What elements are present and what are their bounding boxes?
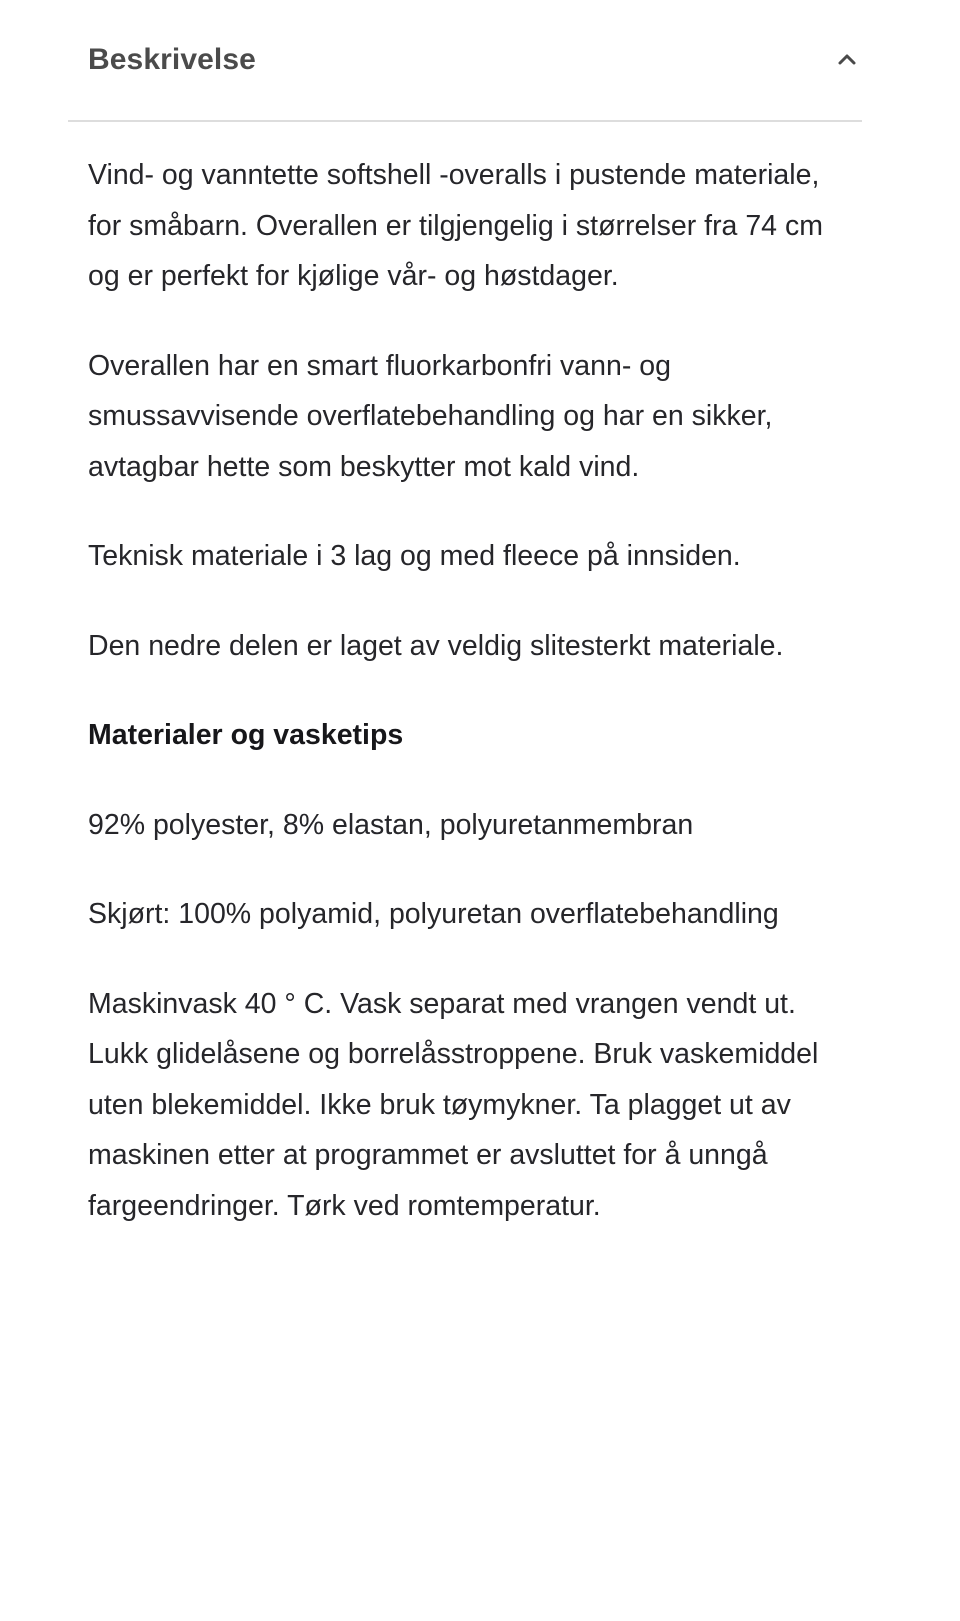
- description-body: [0, 122, 960, 1231]
- description-subheading: Materialer og vasketips: [88, 719, 404, 751]
- description-paragraph: Maskinvask 40 ° C. Vask separat med vrangen vendt ut. Lukk glidelåsene og borrelåsstroppene. Bruk vaskemiddel uten blekemiddel. Ikke bruk tøymykner. Ta plagget ut av maskinen etter at programmet er avsluttet for å unngå fargeendringer. Tørk ved romtemperatur.: [88, 987, 819, 1222]
- chevron-up-icon[interactable]: [830, 43, 864, 77]
- description-paragraph: Den nedre delen er laget av veldig slitesterkt materiale.: [88, 629, 784, 662]
- description-paragraph: 92% polyester, 8% elastan, polyuretanmembran: [88, 808, 694, 841]
- description-paragraph: Overallen har en smart fluorkarbonfri vann- og smussavvisende overflatebehandling og har en sikker, avtagbar hette som beskytter mot kald vind.: [88, 349, 773, 483]
- accordion-header-beskrivelse[interactable]: [0, 0, 960, 120]
- section-title: Beskrivelse: [88, 43, 256, 76]
- description-paragraph: Teknisk materiale i 3 lag og med fleece på innsiden.: [88, 540, 741, 572]
- description-paragraph: Skjørt: 100% polyamid, polyuretan overflatebehandling: [88, 898, 779, 930]
- description-paragraph: Vind- og vanntette softshell -overalls i pustende materiale, for småbarn. Overallen er tilgjengelig i størrelser fra 74 cm og er perfekt for kjølige vår- og høstdager.: [88, 159, 823, 292]
